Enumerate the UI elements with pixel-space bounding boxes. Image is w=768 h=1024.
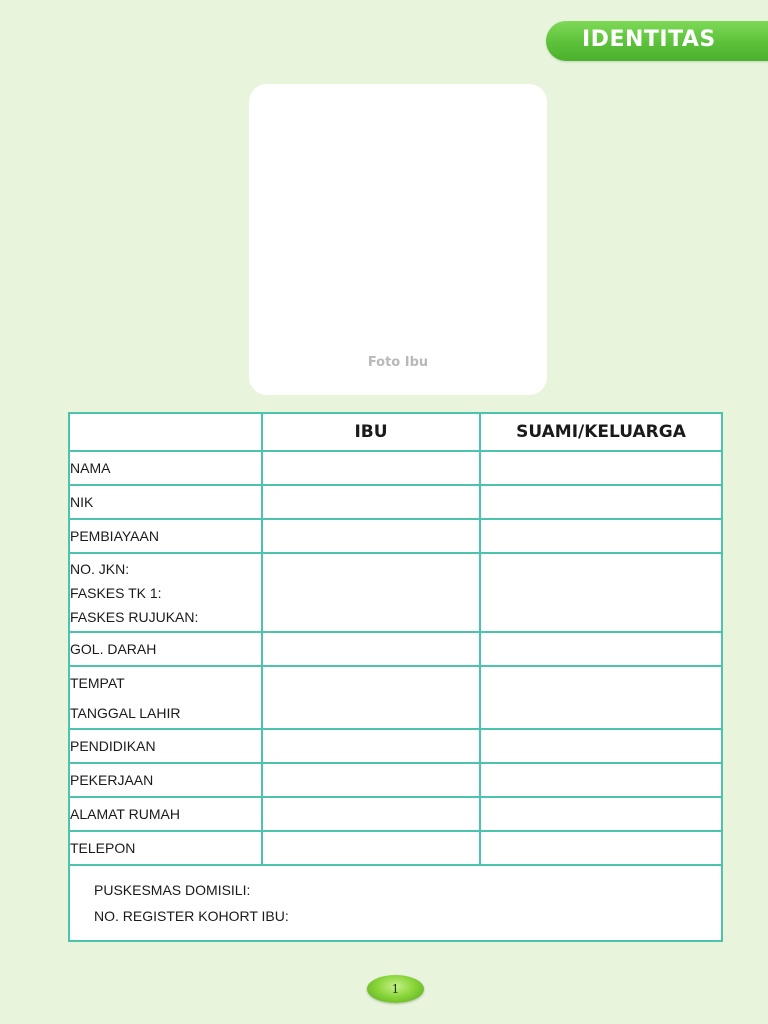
- header-cell-suami-keluarga: SUAMI/KELUARGA: [480, 413, 722, 451]
- header-cell-empty: [69, 413, 262, 451]
- table-row: [69, 451, 722, 485]
- table-row: [69, 763, 722, 797]
- field-ibu-pendidikan[interactable]: [262, 729, 480, 763]
- field-suami-pendidikan[interactable]: [480, 729, 722, 763]
- row-label-nik: NIK: [69, 485, 262, 519]
- table-header-row: [69, 413, 722, 451]
- field-suami-alamat[interactable]: [480, 797, 722, 831]
- field-ibu-pekerjaan[interactable]: [262, 763, 480, 797]
- table-footer-row: [69, 865, 722, 941]
- field-ibu-pembiayaan[interactable]: [262, 519, 480, 553]
- field-suami-jkn[interactable]: [480, 553, 722, 632]
- row-label-pekerjaan: PEKERJAAN: [69, 763, 262, 797]
- field-ibu-nama[interactable]: [262, 451, 480, 485]
- identity-table: [68, 412, 723, 942]
- row-label-pembiayaan: PEMBIAYAAN: [69, 519, 262, 553]
- table-row: [69, 485, 722, 519]
- header-cell-ibu: IBU: [262, 413, 480, 451]
- field-ibu-alamat[interactable]: [262, 797, 480, 831]
- row-label-ttl: TEMPAT TANGGAL LAHIR: [69, 666, 262, 729]
- row-label-alamat: ALAMAT RUMAH: [69, 797, 262, 831]
- field-suami-ttl[interactable]: [480, 666, 722, 729]
- table-row: [69, 797, 722, 831]
- row-label-jkn: NO. JKN: FASKES TK 1: FASKES RUJUKAN:: [69, 553, 262, 632]
- row-label-gol-darah: GOL. DARAH: [69, 632, 262, 666]
- field-ibu-telepon[interactable]: [262, 831, 480, 865]
- footer-cell[interactable]: [69, 865, 722, 941]
- row-label-pendidikan: PENDIDIKAN: [69, 729, 262, 763]
- table-row: [69, 632, 722, 666]
- puskesmas-label: PUSKESMAS DOMISILI:: [94, 882, 251, 898]
- row-label-nama: NAMA: [69, 451, 262, 485]
- field-suami-pembiayaan[interactable]: [480, 519, 722, 553]
- field-suami-nama[interactable]: [480, 451, 722, 485]
- table-row: [69, 553, 722, 632]
- row-label-telepon: TELEPON: [69, 831, 262, 865]
- field-ibu-nik[interactable]: [262, 485, 480, 519]
- photo-label: Foto Ibu: [367, 355, 429, 370]
- table-row: [69, 729, 722, 763]
- section-title: IDENTITAS: [582, 27, 716, 52]
- field-suami-gol-darah[interactable]: [480, 632, 722, 666]
- field-ibu-ttl[interactable]: [262, 666, 480, 729]
- register-label: NO. REGISTER KOHORT IBU:: [94, 908, 289, 924]
- table-row: [69, 666, 722, 729]
- table-row: [69, 519, 722, 553]
- table-row: [69, 831, 722, 865]
- field-ibu-gol-darah[interactable]: [262, 632, 480, 666]
- field-suami-nik[interactable]: [480, 485, 722, 519]
- field-suami-telepon[interactable]: [480, 831, 722, 865]
- photo-placeholder[interactable]: [249, 84, 547, 395]
- page-number-badge: 1: [367, 975, 424, 1003]
- field-suami-pekerjaan[interactable]: [480, 763, 722, 797]
- field-ibu-jkn[interactable]: [262, 553, 480, 632]
